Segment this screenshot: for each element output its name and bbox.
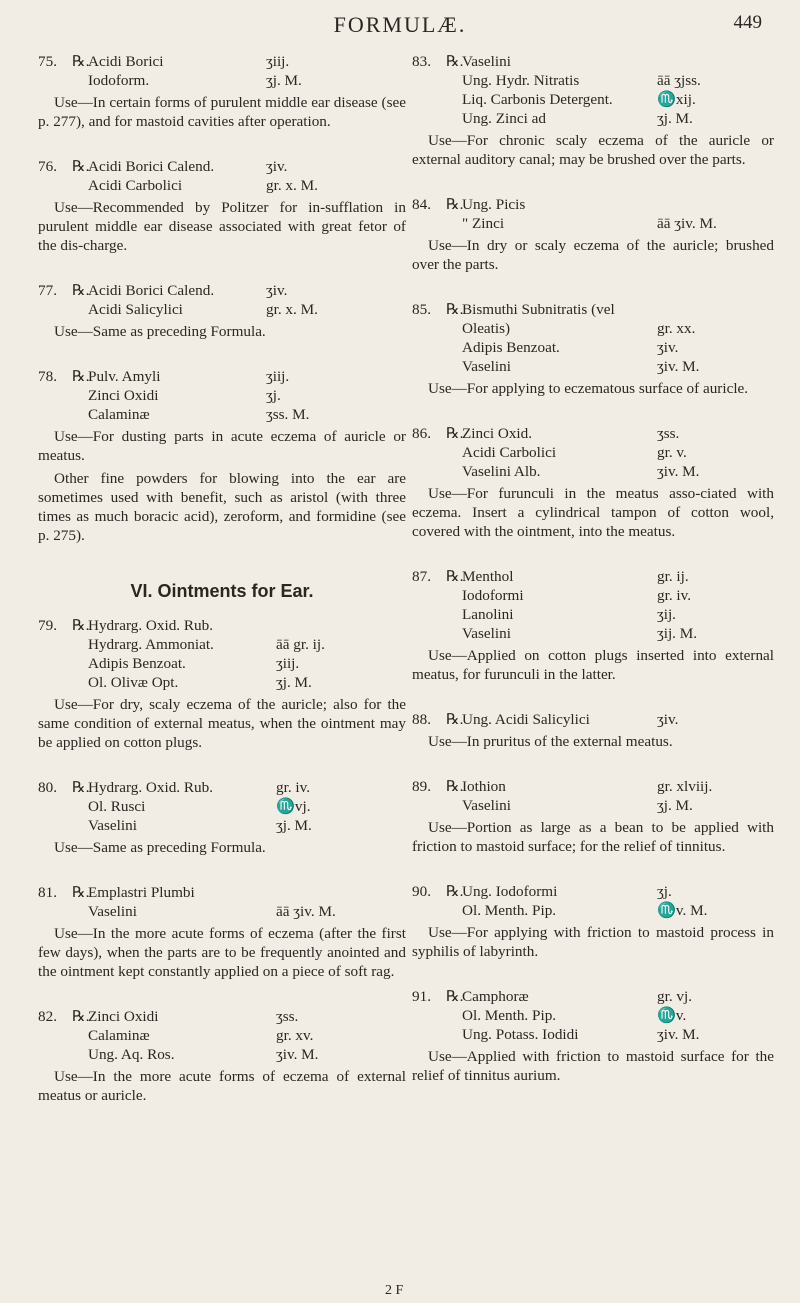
usage-note: Use—Applied on cotton plugs inserted into external meatus, for furunculi in the latter. — [412, 647, 774, 683]
usage-note: Use—In pruritus of the external meatus. — [428, 733, 673, 750]
ingredient-line — [38, 52, 406, 71]
ingredient-name: Vaselini — [462, 625, 511, 642]
section-heading: VI. Ointments for Ear. — [130, 581, 314, 601]
formula-85 — [412, 300, 774, 398]
formula-91 — [412, 987, 774, 1085]
formula-number: 81. — [38, 884, 57, 901]
ingredient-name: Acidi Carbolici — [88, 177, 183, 194]
ingredient-name: Vaselini — [462, 53, 511, 70]
formula-82 — [38, 1007, 406, 1105]
ingredient-name: Vaselini Alb. — [462, 463, 541, 480]
ingredient-line — [38, 1026, 406, 1045]
ingredient-quantity: ʒiij. — [276, 655, 300, 672]
ingredient-quantity: ʒiv. M. — [657, 463, 700, 480]
ingredient-line — [38, 883, 406, 902]
ingredient-quantity: gr. ij. — [657, 568, 689, 585]
usage-note: Use—Same as preceding Formula. — [54, 323, 266, 340]
ingredient-line — [412, 1025, 774, 1044]
ingredient-name: Emplastri Plumbi — [88, 884, 195, 901]
ingredient-quantity: ʒiij. — [266, 53, 290, 70]
usage-note: Use—For dusting parts in acute eczema of auricle or meatus. — [38, 428, 406, 464]
ingredient-name: Ung. Iodoformi — [462, 883, 558, 900]
recipe-symbol: ℞. — [446, 778, 464, 795]
recipe-symbol: ℞. — [446, 425, 464, 442]
formula-80 — [38, 778, 406, 857]
ingredient-name: Adipis Benzoat. — [462, 339, 560, 356]
ingredient-name: Hydrarg. Oxid. Rub. — [88, 617, 214, 634]
formula-number: 84. — [412, 196, 431, 213]
usage-note: Use—For dry, scaly eczema of the auricle; also for the same condition of external meatus, when the ointment may be applied on cotton plugs. — [38, 696, 406, 751]
ingredient-line — [38, 654, 406, 673]
recipe-symbol: ℞. — [72, 368, 90, 385]
formula-number: 75. — [38, 53, 57, 70]
formula-number: 77. — [38, 282, 57, 299]
ingredient-name: Ung. Potass. Iodidi — [462, 1026, 579, 1043]
recipe-symbol: ℞. — [72, 617, 90, 634]
ingredient-line — [38, 635, 406, 654]
formula-76 — [38, 157, 406, 255]
ingredient-line — [412, 462, 774, 481]
ingredient-quantity: gr. x. M. — [266, 301, 318, 318]
ingredient-name: Vaselini — [462, 358, 511, 375]
ingredient-name: Calaminæ — [88, 406, 150, 423]
ingredient-line — [412, 777, 774, 796]
formula-number: 79. — [38, 617, 57, 634]
ingredient-quantity: ♏v. — [657, 1007, 687, 1024]
ingredient-quantity: āā ʒjss. — [657, 72, 701, 89]
recipe-symbol: ℞. — [72, 1008, 90, 1025]
usage-note: Use—Recommended by Politzer for in-sufflation in purulent middle ear disease associated with great fetor of the dis-charge. — [38, 199, 406, 254]
formula-number: 76. — [38, 158, 57, 175]
formula-number: 78. — [38, 368, 57, 385]
usage-note: Use—Portion as large as a bean to be applied with friction to mastoid surface; for the relief of tinnitus. — [412, 819, 774, 855]
ingredient-quantity: āā gr. ij. — [276, 636, 325, 653]
recipe-symbol: ℞. — [446, 711, 464, 728]
ingredient-line — [38, 405, 406, 424]
ingredient-name: Iodoformi — [462, 587, 524, 604]
recipe-symbol: ℞. — [446, 568, 464, 585]
usage-note: Use—For applying to eczematous surface of auricle. — [428, 380, 749, 397]
ingredient-quantity: ♏vj. — [276, 798, 311, 815]
ingredient-line — [38, 386, 406, 405]
ingredient-line — [38, 157, 406, 176]
ingredient-quantity: ʒiv. — [657, 339, 679, 356]
formula-number: 83. — [412, 53, 431, 70]
usage-note: Use—For furunculi in the meatus asso-ciated with eczema. Insert a cylindrical tampon of cotton wool, covered with the ointment, into the meatus. — [412, 485, 774, 540]
formula-number: 86. — [412, 425, 431, 442]
ingredient-name: Acidi Borici Calend. — [88, 158, 215, 175]
ingredient-name: Vaselini — [88, 903, 137, 920]
left-column — [38, 52, 406, 1131]
ingredient-line — [38, 300, 406, 319]
recipe-symbol: ℞. — [72, 779, 90, 796]
formula-88 — [412, 710, 774, 751]
ingredient-line — [38, 1007, 406, 1026]
usage-note: Use—Applied with friction to mastoid surface for the relief of tinnitus aurium. — [412, 1048, 774, 1084]
recipe-symbol: ℞. — [72, 884, 90, 901]
formula-78 — [38, 367, 406, 545]
ingredient-name: Hydrarg. Ammoniat. — [88, 636, 214, 653]
ingredient-line — [412, 52, 774, 71]
ingredient-name: Ol. Rusci — [88, 798, 146, 815]
ingredient-quantity: ʒss. M. — [266, 406, 310, 423]
ingredient-quantity: gr. x. M. — [266, 177, 318, 194]
usage-note: Use—In dry or scaly eczema of the auricle; brushed over the parts. — [412, 237, 774, 273]
ingredient-quantity: gr. iv. — [657, 587, 692, 604]
right-formulae-group — [412, 52, 774, 1085]
ingredient-name: Menthol — [462, 568, 514, 585]
ingredient-line — [412, 357, 774, 376]
ingredient-line — [412, 1006, 774, 1025]
formula-number: 87. — [412, 568, 431, 585]
ingredient-line — [412, 214, 774, 233]
ingredient-line — [38, 176, 406, 195]
ingredient-quantity: ʒiv. M. — [657, 358, 700, 375]
signature-mark: 2 F — [385, 1283, 404, 1298]
formula-number: 82. — [38, 1008, 57, 1025]
ingredient-quantity: ʒiv. — [266, 282, 288, 299]
ingredient-name: Adipis Benzoat. — [88, 655, 186, 672]
ingredient-quantity: ʒj. M. — [266, 72, 302, 89]
ingredient-quantity: ʒj. — [657, 883, 672, 900]
ingredient-name: " Zinci — [462, 215, 505, 232]
ingredient-name: Acidi Salicylici — [88, 301, 183, 318]
recipe-symbol: ℞. — [446, 196, 464, 213]
usage-note: Use—In the more acute forms of eczema (after the first few days), when the parts are to be frequently anointed and the ointment kept constantly applied on a piece of soft rag. — [38, 925, 406, 980]
ingredient-name: Zinci Oxid. — [462, 425, 533, 442]
ingredient-quantity: gr. iv. — [276, 779, 311, 796]
running-title: FORMULÆ. — [333, 12, 467, 37]
formula-90 — [412, 882, 774, 961]
formula-number: 91. — [412, 988, 431, 1005]
ingredient-line — [412, 796, 774, 815]
formula-87 — [412, 567, 774, 684]
ingredient-line — [412, 195, 774, 214]
left-formulae-group-2 — [38, 616, 406, 1105]
ingredient-name: Lanolini — [462, 606, 514, 623]
ingredient-line — [412, 319, 774, 338]
ingredient-quantity: ʒiv. M. — [276, 1046, 319, 1063]
page-number: 449 — [733, 12, 762, 33]
ingredient-line — [38, 816, 406, 835]
ingredient-line — [412, 338, 774, 357]
formula-number: 90. — [412, 883, 431, 900]
ingredient-quantity: ʒiv. — [657, 711, 679, 728]
recipe-symbol: ℞. — [446, 301, 464, 318]
ingredient-name: Zinci Oxidi — [88, 387, 159, 404]
ingredient-quantity: ʒj. M. — [276, 674, 312, 691]
ingredient-name: Iothion — [462, 778, 506, 795]
ingredient-line — [412, 882, 774, 901]
ingredient-quantity: ʒss. — [276, 1008, 299, 1025]
formula-81 — [38, 883, 406, 981]
ingredient-line — [38, 902, 406, 921]
ingredient-line — [412, 71, 774, 90]
ingredient-name: Pulv. Amyli — [88, 368, 161, 385]
recipe-symbol: ℞. — [446, 988, 464, 1005]
ingredient-line — [412, 567, 774, 586]
ingredient-name: Ung. Aq. Ros. — [88, 1046, 175, 1063]
ingredient-name: Ol. Menth. Pip. — [462, 1007, 557, 1024]
ingredient-line — [412, 605, 774, 624]
ingredient-name: Vaselini — [88, 817, 137, 834]
ingredient-name: Acidi Carbolici — [462, 444, 557, 461]
ingredient-name: Ol. Olivæ Opt. — [88, 674, 179, 691]
ingredient-name: Acidi Borici — [88, 53, 164, 70]
ingredient-name: Vaselini — [462, 797, 511, 814]
recipe-symbol: ℞. — [446, 883, 464, 900]
ingredient-line — [412, 443, 774, 462]
ingredient-name: Calaminæ — [88, 1027, 150, 1044]
formula-84 — [412, 195, 774, 274]
recipe-symbol: ℞. — [72, 158, 90, 175]
usage-note: Use—In certain forms of purulent middle ear disease (see p. 277), and for mastoid cavities after operation. — [38, 94, 406, 130]
formula-75 — [38, 52, 406, 131]
ingredient-line — [38, 797, 406, 816]
ingredient-quantity: ʒij. — [657, 606, 676, 623]
page-header — [0, 12, 800, 42]
ingredient-quantity: ʒj. M. — [657, 110, 693, 127]
ingredient-name: Oleatis) — [462, 320, 511, 337]
ingredient-name: Ol. Menth. Pip. — [462, 902, 557, 919]
ingredient-line — [38, 367, 406, 386]
ingredient-quantity: ʒiij. — [266, 368, 290, 385]
formula-number: 88. — [412, 711, 431, 728]
ingredient-line — [38, 778, 406, 797]
formula-79 — [38, 616, 406, 752]
ingredient-line — [38, 673, 406, 692]
formula-86 — [412, 424, 774, 541]
formula-number: 89. — [412, 778, 431, 795]
ingredient-name: Camphoræ — [462, 988, 529, 1005]
ingredient-name: Liq. Carbonis Detergent. — [462, 91, 613, 108]
ingredient-name: Zinci Oxidi — [88, 1008, 159, 1025]
left-formulae-group — [38, 52, 406, 545]
formula-77 — [38, 281, 406, 341]
ingredient-quantity: gr. v. — [657, 444, 687, 461]
ingredient-name: Acidi Borici Calend. — [88, 282, 215, 299]
recipe-symbol: ℞. — [446, 53, 464, 70]
ingredient-quantity: āā ʒiv. M. — [657, 215, 717, 232]
ingredient-name: Iodoform. — [88, 72, 150, 89]
ingredient-line — [38, 1045, 406, 1064]
ingredient-line — [412, 710, 774, 729]
ingredient-quantity: ʒj. M. — [276, 817, 312, 834]
ingredient-line — [38, 281, 406, 300]
ingredient-line — [412, 624, 774, 643]
ingredient-line — [38, 71, 406, 90]
formula-number: 85. — [412, 301, 431, 318]
additional-note: Other fine powders for blowing into the ear are sometimes used with benefit, such as aristol (with three times as much boracic acid), zeroform, and formidine (see p. 275). — [38, 470, 406, 544]
ingredient-quantity: ʒss. — [657, 425, 680, 442]
ingredient-line — [412, 987, 774, 1006]
ingredient-quantity: gr. xx. — [657, 320, 696, 337]
recipe-symbol: ℞. — [72, 282, 90, 299]
ingredient-line — [412, 90, 774, 109]
usage-note: Use—Same as preceding Formula. — [54, 839, 266, 856]
ingredient-quantity: āā ʒiv. M. — [276, 903, 336, 920]
formula-83 — [412, 52, 774, 169]
usage-note: Use—In the more acute forms of eczema of external meatus or auricle. — [38, 1068, 406, 1104]
formula-89 — [412, 777, 774, 856]
usage-note: Use—For chronic scaly eczema of the auricle or external auditory canal; may be brushed over the parts. — [412, 132, 774, 168]
formula-number: 80. — [38, 779, 57, 796]
right-column — [412, 52, 774, 1111]
ingredient-quantity: ʒj. M. — [657, 797, 693, 814]
ingredient-line — [412, 424, 774, 443]
ingredient-quantity: gr. xlviij. — [657, 778, 713, 795]
recipe-symbol: ℞. — [72, 53, 90, 70]
ingredient-line — [38, 616, 406, 635]
ingredient-name: Ung. Picis — [462, 196, 526, 213]
ingredient-name: Ung. Hydr. Nitratis — [462, 72, 580, 89]
ingredient-name: Bismuthi Subnitratis (vel — [462, 301, 615, 318]
ingredient-quantity: ʒij. M. — [657, 625, 698, 642]
ingredient-quantity: ♏xij. — [657, 91, 696, 108]
ingredient-line — [412, 109, 774, 128]
ingredient-quantity: ʒiv. — [266, 158, 288, 175]
ingredient-name: Ung. Zinci ad — [462, 110, 546, 127]
ingredient-quantity: ʒiv. M. — [657, 1026, 700, 1043]
ingredient-quantity: ♏v. M. — [657, 902, 708, 919]
ingredient-line — [412, 901, 774, 920]
ingredient-name: Ung. Acidi Salicylici — [462, 711, 590, 728]
ingredient-quantity: gr. xv. — [276, 1027, 314, 1044]
usage-note: Use—For applying with friction to mastoid process in syphilis of labyrinth. — [412, 924, 774, 960]
ingredient-quantity: gr. vj. — [657, 988, 693, 1005]
ingredient-line — [412, 586, 774, 605]
ingredient-line — [412, 300, 774, 319]
ingredient-quantity: ʒj. — [266, 387, 281, 404]
ingredient-name: Hydrarg. Oxid. Rub. — [88, 779, 214, 796]
